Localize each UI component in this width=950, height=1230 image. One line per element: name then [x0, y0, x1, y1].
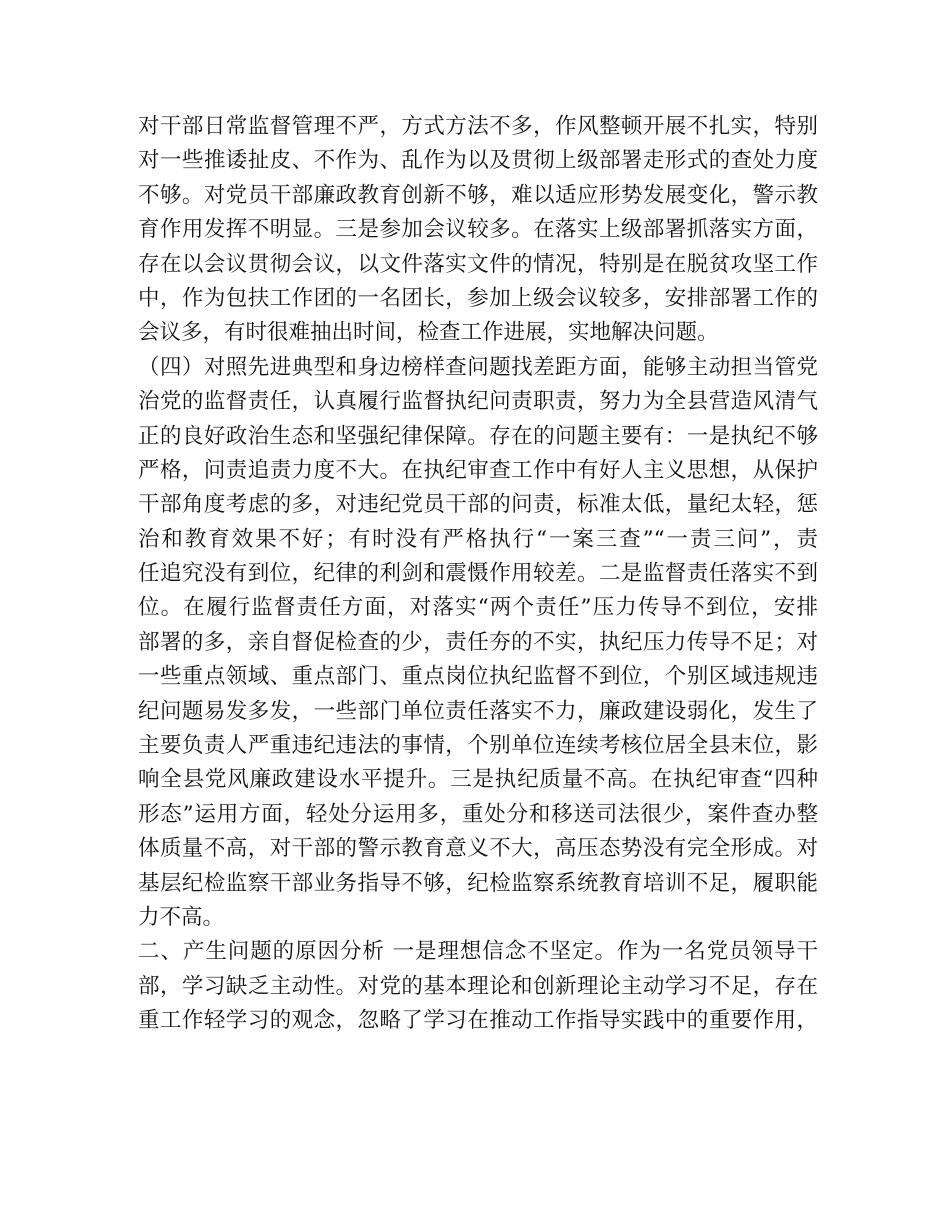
text-line: 部，学习缺乏主动性。对党的基本理论和创新理论主动学习不足，存在 — [138, 973, 818, 999]
text-line: 中，作为包扶工作团的一名团长，参加上级会议较多，安排部署工作的 — [138, 285, 818, 311]
text-line: 基层纪检监察干部业务指导不够，纪检监察系统教育培训不足，履职能 — [138, 870, 818, 896]
text-line: 会议多，有时很难抽出时间，检查工作进展，实地解决问题。 — [138, 320, 719, 346]
text-line: 治和教育效果不好；有时没有严格执行“一案三查”“一责三问”，责 — [138, 526, 818, 552]
text-line: 响全县党风廉政建设水平提升。三是执纪质量不高。在执纪审查“四种 — [138, 767, 818, 793]
text-line: 育作用发挥不明显。三是参加会议较多。在落实上级部署抓落实方面， — [138, 217, 818, 243]
text-line: 部署的多，亲自督促检查的少，责任夯的不实，执纪压力传导不足；对 — [138, 629, 818, 655]
text-line: 对一些推诿扯皮、不作为、乱作为以及贯彻上级部署走形式的查处力度 — [138, 148, 818, 174]
text-line: 一些重点领域、重点部门、重点岗位执纪监督不到位，个别区域违规违 — [138, 664, 818, 690]
text-line: 位。在履行监督责任方面，对落实“两个责任”压力传导不到位，安排 — [138, 595, 818, 621]
text-line: 不够。对党员干部廉政教育创新不够，难以适应形势发展变化，警示教 — [138, 182, 818, 208]
text-line: 存在以会议贯彻会议，以文件落实文件的情况，特别是在脱贫攻坚工作 — [138, 251, 818, 277]
text-line: 严格，问责追责力度不大。在执纪审查工作中有好人主义思想，从保护 — [138, 457, 818, 483]
text-line: 干部角度考虑的多，对违纪党员干部的问责，标准太低，量纪太轻，惩 — [138, 492, 818, 518]
text-line: 力不高。 — [138, 904, 225, 930]
text-line: 任追究没有到位，纪律的利剑和震慑作用较差。二是监督责任落实不到 — [138, 561, 818, 587]
document-body-text — [138, 110, 818, 1039]
text-line: 纪问题易发多发，一些部门单位责任落实不力，廉政建设弱化，发生了 — [138, 698, 818, 724]
text-line: 体质量不高，对干部的警示教育意义不大，高压态势没有完全形成。对 — [138, 836, 818, 862]
text-line: 重工作轻学习的观念，忽略了学习在推动工作指导实践中的重要作用， — [138, 1008, 818, 1034]
text-line: （四）对照先进典型和身边榜样查问题找差距方面，能够主动担当管党 — [138, 354, 818, 380]
text-line: 对干部日常监督管理不严，方式方法不多，作风整顿开展不扎实，特别 — [138, 114, 818, 139]
text-line: 主要负责人严重违纪违法的事情，个别单位连续考核位居全县末位，影 — [138, 733, 818, 759]
text-line: 形态”运用方面，轻处分运用多，重处分和移送司法很少，案件查办整 — [138, 801, 818, 827]
text-line: 正的良好政治生态和坚强纪律保障。存在的问题主要有：一是执纪不够 — [138, 423, 818, 449]
text-line: 治党的监督责任，认真履行监督执纪问责职责，努力为全县营造风清气 — [138, 389, 818, 415]
text-line: 二、产生问题的原因分析 一是理想信念不坚定。作为一名党员领导干 — [138, 939, 818, 965]
